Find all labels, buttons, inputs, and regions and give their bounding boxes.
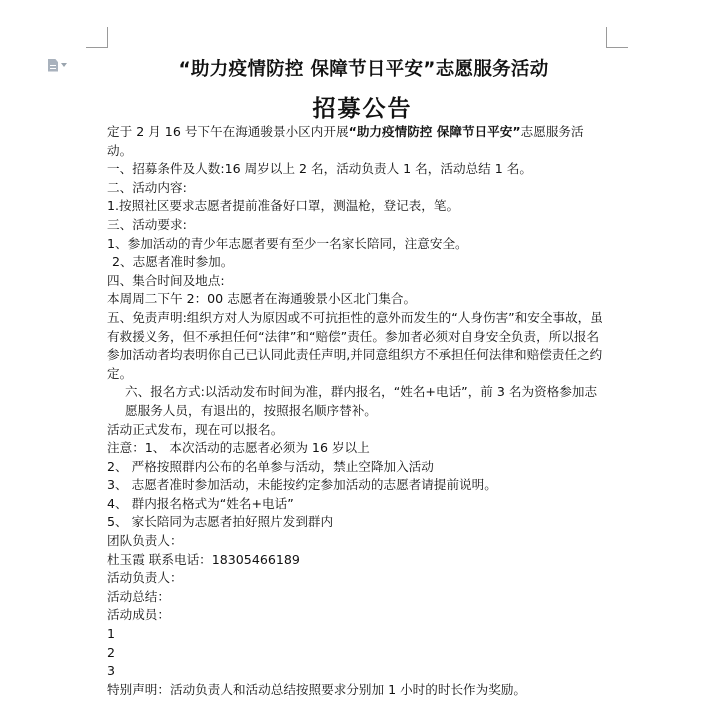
- document-title: “助力疫情防控 保障节日平安”志愿服务活动: [178, 59, 549, 80]
- intro-paragraph: 定于 2 月 16 号下午在海通骏景小区内开展“助力疫情防控 保障节日平安”志愿服务活动。: [107, 124, 584, 158]
- line-note-2: 2、 严格按照群内公布的名单参与活动，禁止空降加入活动: [107, 458, 434, 474]
- corner-mark-top-left-h: [86, 47, 108, 48]
- line-note-4: 4、 群内报名格式为“姓名+电话”: [107, 495, 294, 511]
- line-activity-members: 活动成员：: [107, 607, 170, 623]
- line-disclaimer: 五、免责声明:组织方对人为原因或不可抗拒性的意外而发生的“人身伤害”和安全事故，虽有救援义务，但不承担任何“法律”和“赔偿”责任。参加者必须对自身安全负责，所以报名参加活动者均表明你自己已认同此责任声明,并同意组织方不承担任何法律和赔偿责任之约定。: [107, 309, 603, 381]
- line-note-3: 3、 志愿者准时参加活动，未能按约定参加活动的志愿者请提前说明。: [107, 477, 497, 493]
- line-note-5: 5、 家长陪同为志愿者拍好照片发到群内: [107, 514, 334, 530]
- document-body: [107, 123, 607, 699]
- line-note-1: 注意：1、 本次活动的志愿者必须为 16 岁以上: [107, 440, 370, 456]
- line-published: 活动正式发布，现在可以报名。: [107, 421, 284, 437]
- line-requirements-heading: 三、活动要求:: [107, 216, 187, 232]
- line-team-leader-label: 团队负责人：: [107, 533, 183, 549]
- line-contact: 杜玉霞 联系电话：18305466189: [107, 551, 300, 567]
- line-special-statement: 特别声明：活动负责人和活动总结按照要求分别加 1 小时的时长作为奖励。: [107, 681, 527, 697]
- line-signup-method: 六、报名方式:以活动发布时间为准，群内报名，“姓名+电话”，前 3 名为资格参加志愿服务人员，有退出的，按照报名顺序替补。: [125, 384, 598, 418]
- line-requirement-1: 1、参加活动的青少年志愿者要有至少一名家长陪同，注意安全。: [107, 235, 468, 251]
- member-number-3: 3: [107, 663, 116, 679]
- line-activity-leader: 活动负责人：: [107, 570, 183, 586]
- member-number-1: 1: [107, 626, 116, 642]
- line-meeting-heading: 四、集合时间及地点:: [107, 272, 225, 288]
- corner-mark-top-left-v: [107, 27, 108, 48]
- corner-mark-top-right-h: [606, 47, 628, 48]
- line-activity-content-heading: 二、活动内容:: [107, 179, 187, 195]
- document-subtitle: 招募公告: [312, 96, 413, 122]
- line-requirement-2: 2、志愿者准时参加。: [112, 254, 234, 270]
- line-activity-summary: 活动总结：: [107, 588, 170, 604]
- corner-mark-top-right-v: [606, 27, 607, 48]
- line-activity-content: 1.按照社区要求志愿者提前准备好口罩，测温枪，登记表，笔。: [107, 198, 460, 214]
- line-recruit-conditions: 一、招募条件及人数:16 周岁以上 2 名，活动负责人 1 名，活动总结 1 名。: [107, 161, 532, 177]
- line-meeting-time: 本周周二下午 2：00 志愿者在海通骏景小区北门集合。: [107, 291, 417, 307]
- member-number-2: 2: [107, 644, 116, 660]
